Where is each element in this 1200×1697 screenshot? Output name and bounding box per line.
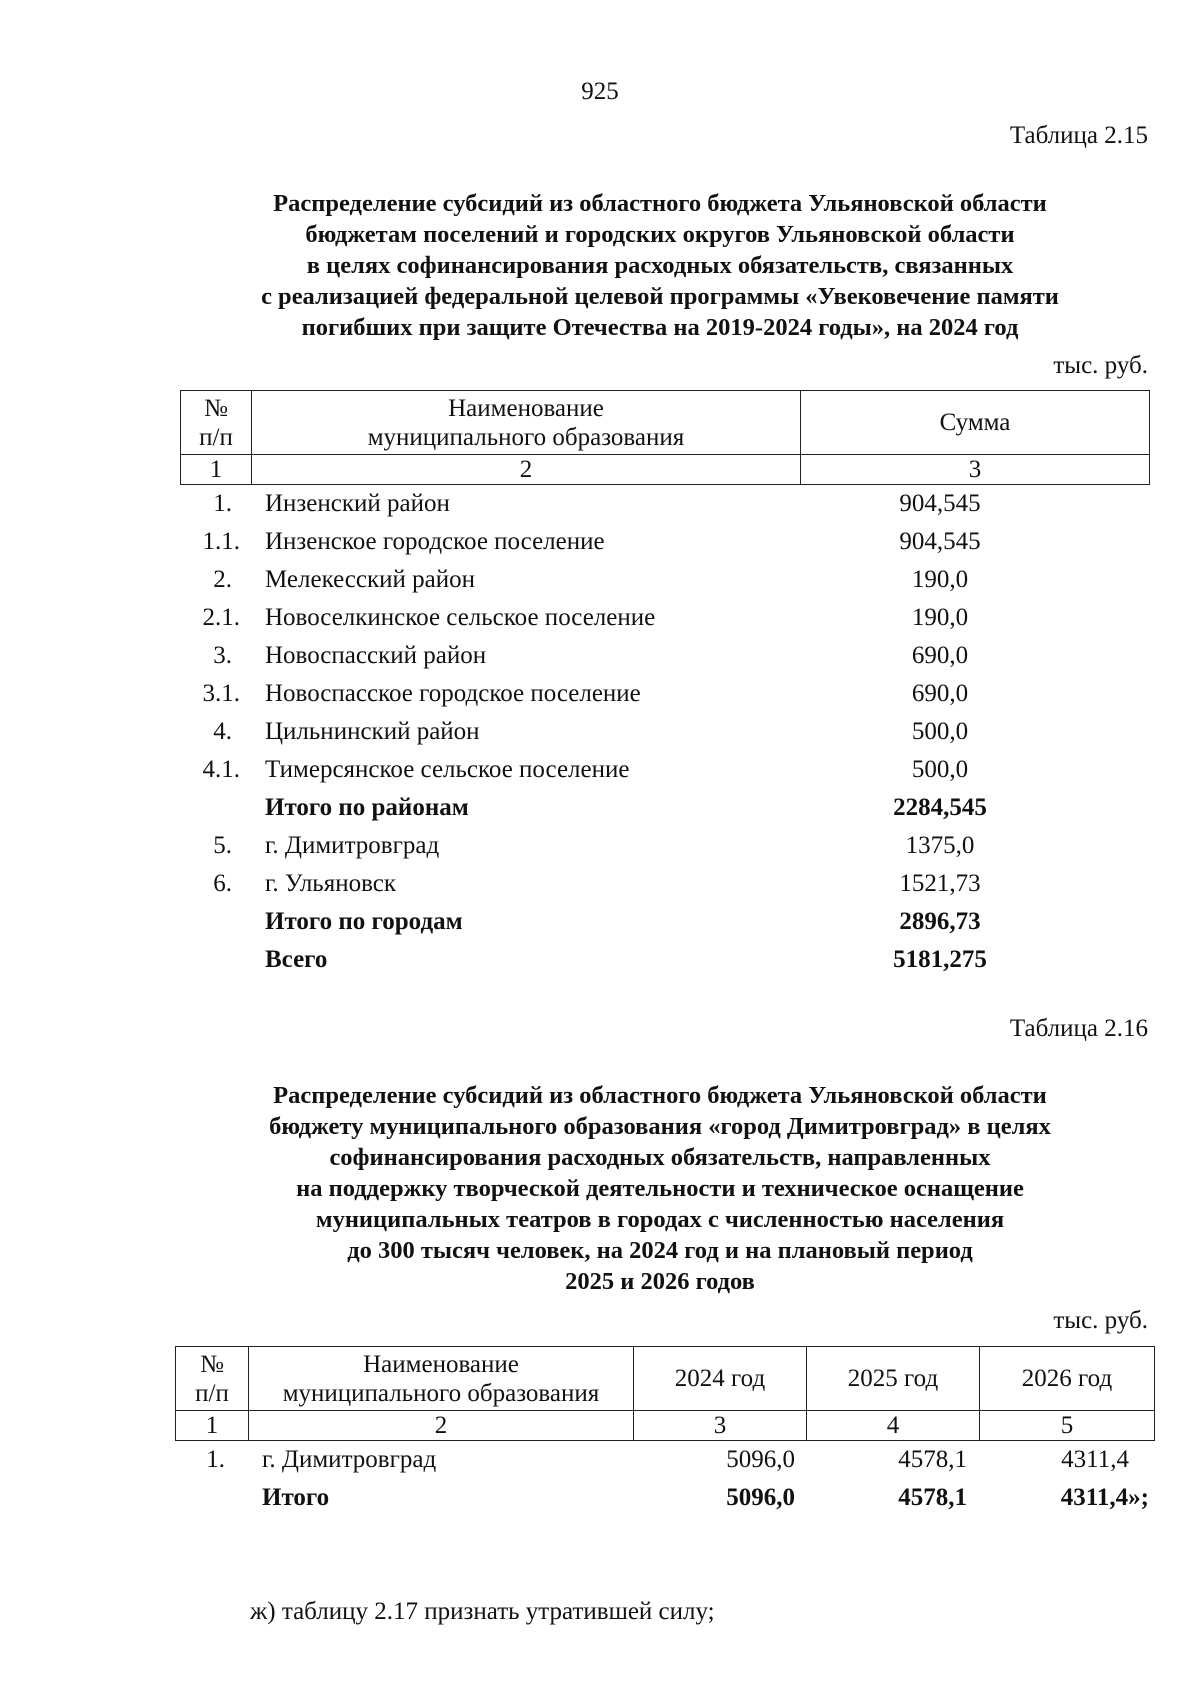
table1-title-line: с реализацией федеральной целевой программы «Увековечение памяти	[261, 283, 1059, 310]
table2-label: Таблица 2.16	[1009, 1015, 1148, 1042]
table1-label: Таблица 2.15	[1009, 122, 1148, 149]
table-row-subtotal	[180, 904, 1150, 942]
row-name: г. Ульяновск	[265, 870, 396, 897]
table1-header	[180, 390, 1150, 485]
row-name: Инзенский район	[265, 490, 450, 517]
table2-header-name-line2: муниципального образования	[282, 1379, 600, 1407]
closing-text: ж) таблицу 2.17 признать утратившей силу;	[250, 1598, 715, 1625]
row-name: Новоспасский район	[265, 642, 487, 669]
table2-header-name-line1: Наименование	[363, 1350, 519, 1378]
table1-header-name-line1: Наименование	[448, 394, 604, 422]
table1-rows	[180, 486, 1150, 980]
table-row	[175, 1442, 1155, 1480]
table2-header-num-line2: п/п	[195, 1379, 229, 1407]
row-num: 4.	[213, 718, 232, 745]
row-sum: 2896,73	[899, 908, 981, 935]
row-sum: 5181,275	[893, 946, 987, 973]
row-sum: 500,0	[911, 756, 969, 783]
row-num: 1.1.	[202, 528, 240, 555]
table2-col-number: 4	[807, 1411, 980, 1441]
row-2026: 4311,4	[1061, 1446, 1129, 1473]
row-2025: 4578,1	[898, 1446, 967, 1473]
row-name: Итого по районам	[265, 794, 469, 821]
row-sum: 690,0	[911, 680, 969, 707]
row-2025: 4578,1	[898, 1484, 967, 1511]
table2-header-num-line1: №	[200, 1350, 224, 1378]
table-row	[180, 866, 1150, 904]
table2-header-2025: 2025 год	[807, 1347, 980, 1411]
table1-title-line: бюджетам поселений и городских округов Ульяновской области	[305, 221, 1015, 248]
table-row	[180, 714, 1150, 752]
row-name: Тимерсянское сельское поселение	[265, 756, 630, 783]
table-row	[180, 486, 1150, 524]
table-row-total	[180, 942, 1150, 980]
table-row	[180, 600, 1150, 638]
table2-title	[140, 1080, 1180, 1297]
table2-title-line: 2025 и 2026 годов	[565, 1268, 755, 1295]
row-num: 3.	[213, 642, 232, 669]
row-name: Новоселкинское сельское поселение	[265, 604, 656, 631]
row-name: г. Димитровград	[262, 1446, 437, 1473]
row-num: 5.	[213, 832, 232, 859]
table2-header	[175, 1346, 1155, 1441]
row-num: 2.1.	[202, 604, 240, 631]
table2-header-name	[249, 1347, 634, 1411]
row-name: Итого	[262, 1484, 330, 1511]
table-row	[180, 828, 1150, 866]
table2-rows	[175, 1442, 1155, 1518]
row-sum: 500,0	[911, 718, 969, 745]
table2-title-line: бюджету муниципального образования «город Димитровград» в целях	[269, 1113, 1051, 1140]
row-sum: 2284,545	[893, 794, 987, 821]
page-number: 925	[581, 78, 619, 105]
table2-col-number: 5	[980, 1411, 1155, 1441]
row-2024: 5096,0	[726, 1484, 795, 1511]
table2-col-number: 3	[634, 1411, 807, 1441]
table1-header-sum: Сумма	[801, 391, 1150, 455]
table2-title-line: муниципальных театров в городах с численностью населения	[315, 1206, 1005, 1233]
row-sum: 190,0	[911, 566, 969, 593]
table-row	[180, 562, 1150, 600]
row-num: 1.	[206, 1446, 225, 1473]
row-name: Мелекесский район	[265, 566, 476, 593]
row-2024: 5096,0	[726, 1446, 795, 1473]
row-num: 3.1.	[202, 680, 240, 707]
table1-header-num-line1: №	[204, 394, 228, 422]
table1-col-number: 3	[801, 455, 1150, 485]
table1-col-number: 1	[181, 455, 252, 485]
row-sum: 904,545	[899, 528, 981, 555]
table-row-subtotal	[180, 790, 1150, 828]
table2-units: тыс. руб.	[1053, 1307, 1148, 1334]
table2-header-2026: 2026 год	[980, 1347, 1155, 1411]
row-sum: 1521,73	[899, 870, 981, 897]
row-name: Итого по городам	[265, 908, 463, 935]
table2-title-line: до 300 тысяч человек, на 2024 год и на плановый период	[347, 1237, 973, 1264]
row-name: г. Димитровград	[265, 832, 440, 859]
table-row	[180, 524, 1150, 562]
row-num: 6.	[213, 870, 232, 897]
row-name: Цильнинский район	[265, 718, 480, 745]
row-name: Новоспасское городское поселение	[265, 680, 641, 707]
row-sum: 690,0	[911, 642, 969, 669]
table1-title-line: в целях софинансирования расходных обязательств, связанных	[306, 252, 1014, 279]
table1-title	[140, 188, 1180, 343]
table2-title-line: Распределение субсидий из областного бюджета Ульяновской области	[273, 1082, 1047, 1109]
row-2026: 4311,4»;	[1060, 1484, 1149, 1511]
table1-header-num	[181, 391, 252, 455]
table1-units: тыс. руб.	[1053, 352, 1148, 379]
table-row	[180, 752, 1150, 790]
row-num: 1.	[213, 490, 232, 517]
row-name: Инзенское городское поселение	[265, 528, 605, 555]
row-num: 4.1.	[202, 756, 240, 783]
row-name: Всего	[265, 946, 328, 973]
table-row	[180, 638, 1150, 676]
table1-header-num-line2: п/п	[199, 423, 233, 451]
row-sum: 1375,0	[905, 832, 975, 859]
table2-col-number: 1	[176, 1411, 249, 1441]
table-row-total	[175, 1480, 1155, 1518]
row-sum: 904,545	[899, 490, 981, 517]
table2-header-num	[176, 1347, 249, 1411]
table1-title-line: погибших при защите Отечества на 2019-2024 годы», на 2024 год	[301, 314, 1019, 341]
row-num: 2.	[213, 566, 232, 593]
table1-header-name	[252, 391, 801, 455]
table2-header-2024: 2024 год	[634, 1347, 807, 1411]
table2-title-line: софинансирования расходных обязательств, направленных	[329, 1144, 991, 1171]
table1-col-number: 2	[252, 455, 801, 485]
table2-title-line: на поддержку творческой деятельности и техническое оснащение	[296, 1175, 1024, 1202]
table1-header-name-line2: муниципального образования	[367, 423, 685, 451]
table-row	[180, 676, 1150, 714]
table2-col-number: 2	[249, 1411, 634, 1441]
table1-title-line: Распределение субсидий из областного бюджета Ульяновской области	[273, 190, 1047, 217]
row-sum: 190,0	[911, 604, 969, 631]
